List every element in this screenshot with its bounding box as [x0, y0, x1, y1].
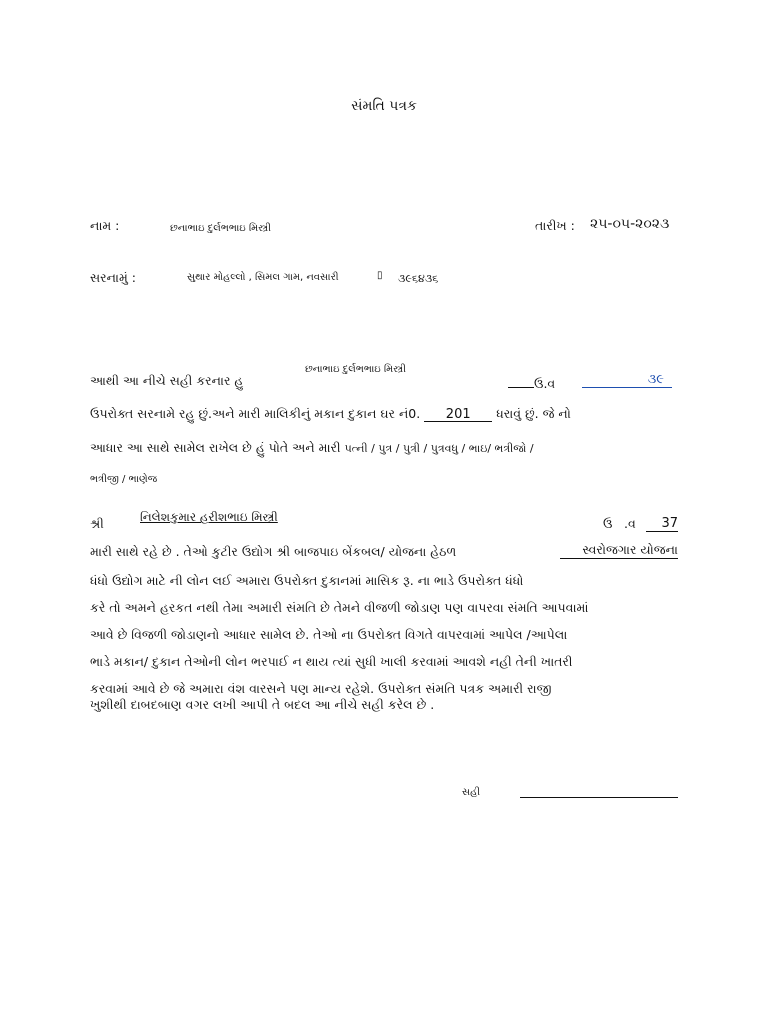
beneficiary-name: નિલેશકુમાર હરીશભાઇ મિસ્ત્રી — [140, 510, 278, 524]
name-value: છનાભાઇ દુર્લભભાઇ મિસ્ત્રી — [170, 223, 271, 234]
signer-age-row — [508, 373, 555, 392]
para1-line2-suffix: ધરાવું છું. જે નો — [496, 406, 571, 421]
address-label: સરનામું : — [90, 270, 136, 285]
page-title: સંમતિ પત્રક — [351, 98, 417, 114]
para1-line2 — [90, 406, 571, 422]
para1-line2-text: ઉપરોક્ત સરનામે રહુ છું.અને મારી માલિકીનું મકાન દુકાન ઘર નં0. — [90, 406, 421, 421]
para2-line1: મારી સાથે રહે છે . તેઓ કુટીર ઉદ્યોગ શ્રી બાજપાઇ બેંકબલ/ યોજના હેઠળ — [90, 544, 457, 559]
address-value: સુથાર મોહલ્લો , સિમલ ગામ, નવસારી — [187, 272, 339, 283]
age-blank — [508, 373, 534, 388]
house-number: 201 — [424, 407, 492, 422]
date-value: ૨૫-૦૫-૨૦૨૩ — [590, 216, 670, 232]
signature-line — [520, 797, 678, 798]
shri-label: શ્રી — [90, 516, 104, 531]
para2-line5: ભાડે મકાન/ દુકાન તેઓની લોન ભરપાઈ ન થાય ત્યાં સુધી ખાલી કરવામાં આવશે નહી તેની ખાતરી — [90, 654, 573, 669]
age-label: ઉ.વ — [534, 376, 556, 391]
beneficiary-age-value: 37 — [646, 516, 678, 532]
para2-line7: ખુશીથી દાબદબાણ વગર લખી આપી તે બદલ આ નીચે સહી કરેલ છે . — [90, 697, 435, 712]
scheme-name: સ્વરોજગાર યોજના — [560, 542, 678, 559]
address-symbol: ▯ — [377, 270, 383, 281]
para2-line2: ધંધો ઉદ્યોગ માટે ની લોન લઈ અમારા ઉપરોક્ત દુકાનમાં માસિક રૂ. ના ભાડે ઉપરોક્ત ધંધો — [90, 573, 524, 588]
para2-line3: કરે તો અમને હરકત નથી તેમા અમારી સંમતિ છે તેમને વીજળી જોડાણ પણ વાપરવા સંમતિ આપવામાં — [90, 600, 589, 615]
para1-line4: ભત્રીજી / ભાણેજ — [90, 474, 158, 485]
para1-line1: આથી આ નીચે સહી કરનાર હુ — [90, 373, 244, 388]
para1-line3-text: આધાર આ સાથે સામેલ રાખેલ છે હું પોતે અને મારી — [90, 440, 341, 455]
para2-line4: આવે છે વિજળી જોડાણનો આધાર સામેલ છે. તેઓ ના ઉપરોક્ત વિગતે વાપરવામાં આપેલ /આપેલા — [90, 627, 568, 642]
date-label: તારીખ : — [535, 218, 575, 233]
beneficiary-age-label-2: .વ — [624, 516, 636, 531]
relations-list: પત્ની / પુત્ર / પુત્રી / પુત્રવધુ / ભાઇ/ ભત્રીજો / — [344, 442, 534, 455]
signer-name: છનાભાઇ દુર્લભભાઇ મિસ્ત્રી — [305, 364, 406, 375]
address-pincode: ૩૯૬૪૩૬ — [398, 272, 439, 285]
name-label: નામ : — [90, 218, 120, 233]
signer-age-value: ૩૯ — [582, 372, 672, 388]
signature-label: સહી — [462, 787, 481, 798]
para2-line6: કરવામાં આવે છે જે અમારા વંશ વારસને પણ માન્ય રહેશે. ઉપરોક્ત સંમતિ પત્રક અમારી રાજી — [90, 681, 552, 696]
para1-line3 — [90, 440, 534, 456]
beneficiary-age-label-1: ઉ — [603, 516, 613, 531]
